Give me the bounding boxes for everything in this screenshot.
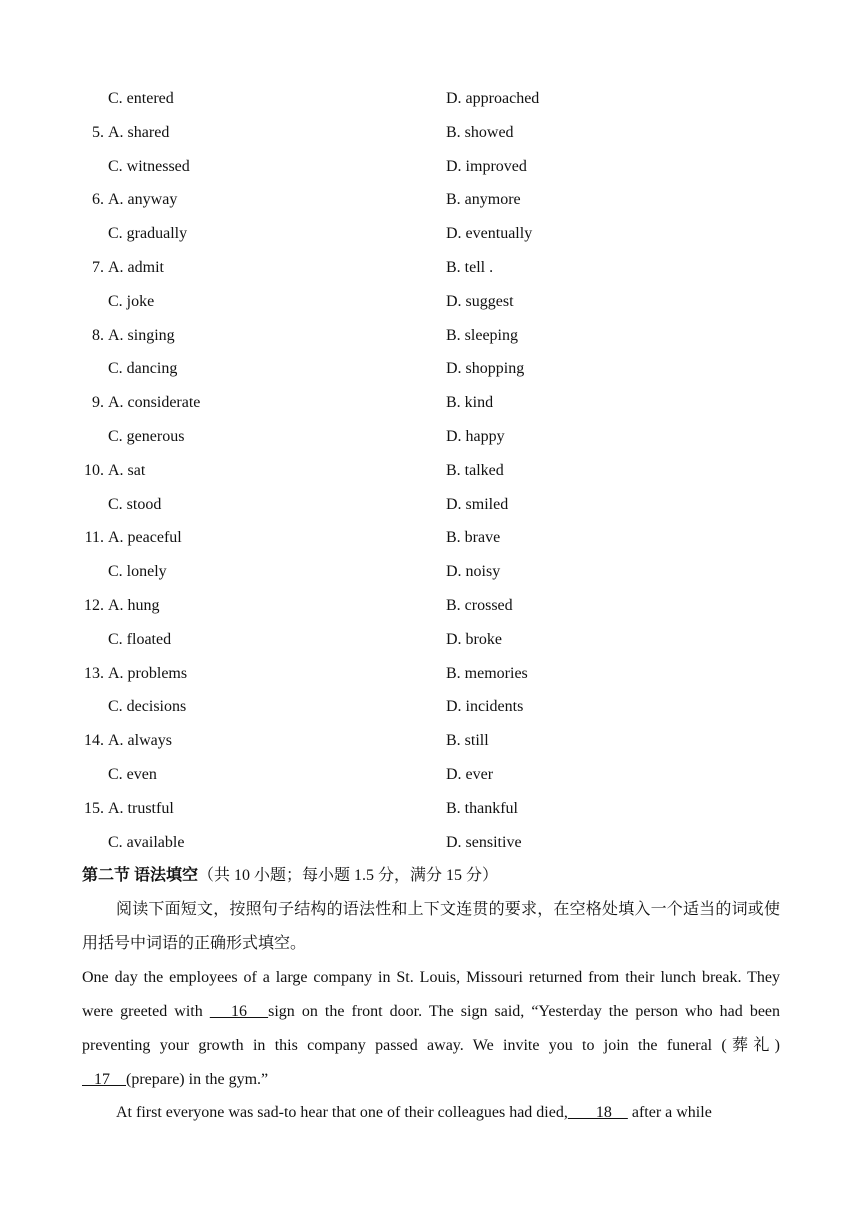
option-left: A. considerate [108, 394, 201, 412]
option-right: D. eventually [446, 225, 533, 243]
option-right: D. suggest [446, 292, 514, 310]
option-left: A. shared [108, 123, 170, 141]
question-row [0, 292, 860, 326]
question-row [0, 765, 860, 799]
question-number: 5. [92, 123, 104, 141]
section-heading [82, 866, 498, 886]
option-left: C. dancing [108, 360, 178, 378]
option-right: B. kind [446, 394, 494, 412]
option-right: B. tell . [446, 259, 494, 276]
option-right: D. noisy [446, 563, 501, 581]
question-row [0, 123, 860, 157]
question-row [0, 596, 860, 630]
option-left: A. hung [108, 597, 160, 614]
option-left: A. trustful [108, 799, 174, 817]
passage-paragraph-2: At first everyone was sad-to hear that one of their colleagues had died, 18 after a while [116, 1104, 712, 1121]
option-left: C. entered [108, 90, 174, 107]
question-row [0, 664, 860, 698]
question-row [0, 562, 860, 596]
question-row [0, 731, 860, 765]
option-left: A. sat [108, 461, 146, 479]
section-scoring: （共 10 小题；每小题 1.5 分，满分 15 分） [198, 867, 499, 884]
option-left: A. anyway [108, 191, 178, 209]
option-right: B. sleeping [446, 326, 518, 344]
question-row [0, 833, 860, 867]
option-left: C. decisions [108, 698, 187, 716]
option-left: A. always [108, 732, 172, 750]
option-right: B. showed [446, 123, 514, 141]
option-right: B. crossed [446, 597, 513, 614]
question-row [0, 528, 860, 562]
option-left: C. witnessed [108, 157, 190, 175]
question-number: 6. [92, 191, 104, 209]
option-right: D. sensitive [446, 833, 522, 851]
option-left: C. floated [108, 630, 172, 648]
question-number: 13. [84, 664, 104, 682]
option-left: C. even [108, 766, 157, 783]
option-right: D. smiled [446, 495, 509, 513]
option-left: C. gradually [108, 225, 188, 243]
question-row [0, 89, 860, 123]
option-right: D. shopping [446, 360, 525, 378]
blank-16[interactable]: 16 [209, 1003, 269, 1020]
question-number: 7. [92, 259, 104, 276]
question-number: 11. [84, 529, 104, 547]
option-left: C. stood [108, 495, 162, 513]
question-number: 9. [92, 394, 104, 412]
option-right: B. still [446, 732, 489, 750]
question-number: 10. [84, 461, 104, 479]
option-right: B. brave [446, 529, 501, 547]
option-left: A. problems [108, 664, 188, 682]
question-row [0, 224, 860, 258]
option-left: C. lonely [108, 563, 167, 581]
question-row [0, 630, 860, 664]
question-row [0, 799, 860, 833]
question-row [0, 495, 860, 529]
question-number: 15. [84, 799, 104, 817]
question-row [0, 697, 860, 731]
question-number: 8. [92, 326, 104, 344]
option-left: C. generous [108, 428, 185, 445]
passage-paragraph-1: One day the employees of a large company in St. Louis, Missouri returned from their lunch break. They were greeted with 16 sign on the front door. The sign said, “Yesterday the person who had been preventing your growth in this company passed away. We invite you to join the funeral (葬礼) 17 (prepare) in the gym.” [82, 969, 781, 1088]
option-right: D. incidents [446, 698, 524, 716]
blank-17[interactable]: 17 [82, 1071, 126, 1088]
option-right: D. broke [446, 630, 502, 648]
option-right: D. happy [446, 428, 505, 445]
option-right: B. thankful [446, 799, 518, 817]
instructions: 阅读下面短文，按照句子结构的语法性和上下文连贯的要求，在空格处填入一个适当的词或使用括号中词语的正确形式填空。 [82, 901, 780, 952]
option-left: A. admit [108, 259, 164, 276]
option-left: A. singing [108, 326, 175, 344]
question-row [0, 157, 860, 191]
option-right: B. talked [446, 461, 504, 479]
question-row [0, 461, 860, 495]
option-right: D. approached [446, 90, 540, 107]
question-row [0, 359, 860, 393]
option-right: B. anymore [446, 191, 521, 209]
question-row [0, 190, 860, 224]
question-row [0, 258, 860, 292]
question-row [0, 326, 860, 360]
option-right: B. memories [446, 664, 528, 682]
option-left: C. available [108, 833, 185, 851]
option-right: D. ever [446, 766, 494, 783]
question-row [0, 427, 860, 461]
blank-18[interactable]: 18 [567, 1104, 628, 1121]
question-number: 12. [84, 597, 104, 614]
question-number: 14. [84, 732, 104, 750]
section-title: 第二节 语法填空 [82, 867, 199, 884]
option-left: C. joke [108, 292, 155, 310]
option-left: A. peaceful [108, 529, 182, 547]
question-row [0, 393, 860, 427]
option-right: D. improved [446, 157, 527, 175]
